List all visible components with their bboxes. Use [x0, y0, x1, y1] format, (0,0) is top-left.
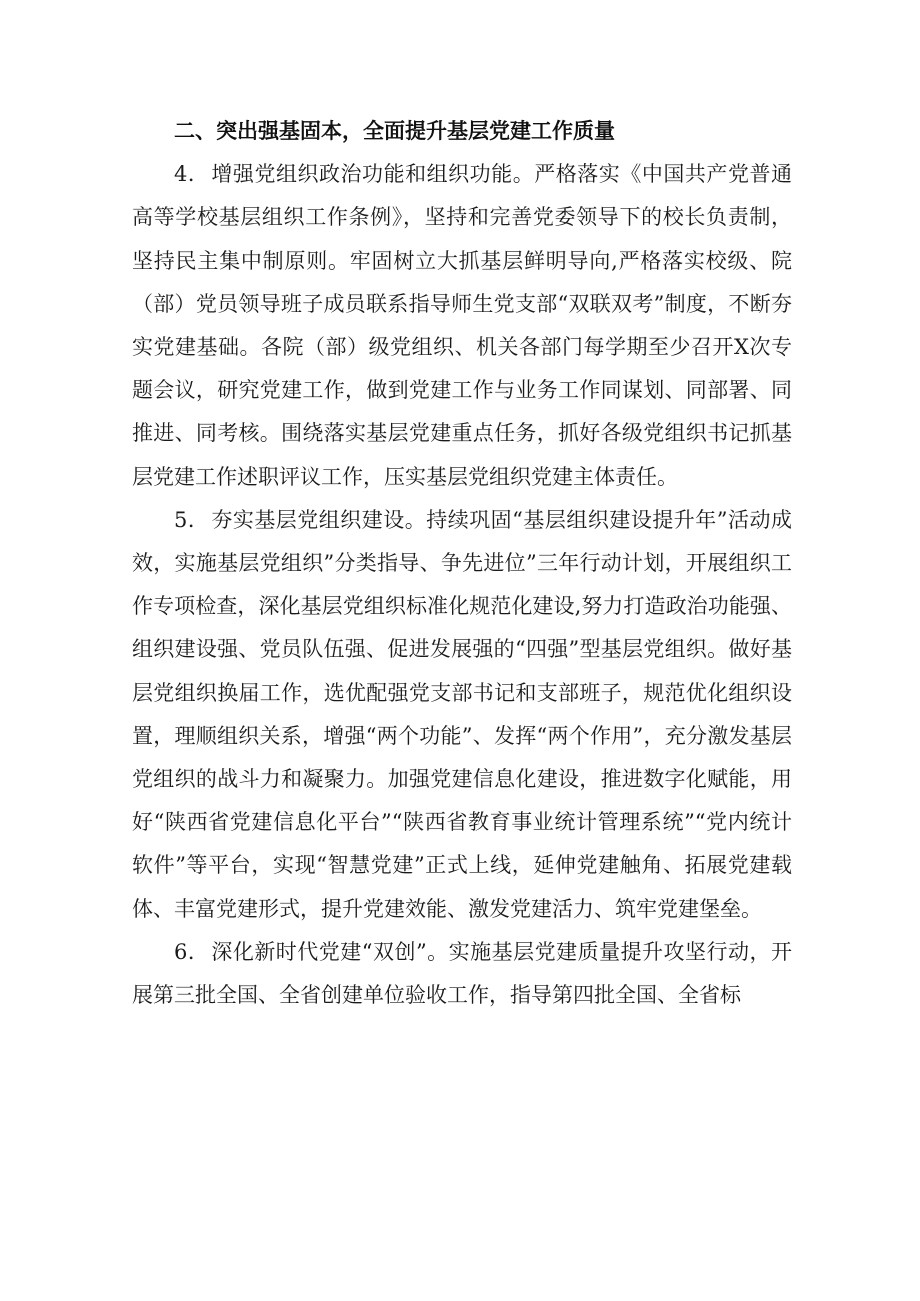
paragraph-item-4 [132, 153, 792, 499]
paragraph-number: 5． [174, 507, 210, 532]
section-heading: 二、突出强基固本，全面提升基层党建工作质量 [174, 119, 615, 143]
paragraph-item-5 [132, 499, 792, 931]
paragraph-text: 夯实基层党组织建设。持续巩固“基层组织建设提升年”活动成效，实施基层党组织”分类指导、争先进位”三年行动计划，开展组织工作专项检查，深化基层党组织标准化规范化建设,努力打造政治功能强、组织建设强、党员队伍强、促进发展强的“四强”型基层党组织。做好基层党组织换届工作，选优配强党支部书记和支部班子，规范优化组织设置，理顺组织关系，增强“两个功能”、发挥“两个作用”，充分激发基层党组织的战斗力和凝聚力。加强党建信息化建设，推进数字化赋能，用好“陕西省党建信息化平台”“陕西省教育事业统计管理系统”“党内统计软件”等平台，实现“智慧党建”正式上线，延伸党建触角、拓展党建载体、丰富党建形式，提升党建效能、激发党建活力、筑牢党建堡垒。 [132, 507, 792, 921]
document-body [132, 110, 792, 1017]
paragraph-text: 深化新时代党建“双创”。实施基层党建质量提升攻坚行动，开展第三批全国、全省创建单位验收工作，指导第四批全国、全省标 [132, 939, 792, 1008]
paragraph-item-6 [132, 931, 792, 1017]
paragraph-number: 4． [174, 162, 210, 187]
paragraph-number: 6． [174, 939, 210, 964]
paragraph-text: 增强党组织政治功能和组织功能。严格落实《中国共产党普通高等学校基层组织工作条例》，坚持和完善党委领导下的校长负责制，坚持民主集中制原则。牢固树立大抓基层鲜明导向,严格落实校级、院（部）党员领导班子成员联系指导师生党支部“双联双考”制度，不断夯实党建基础。各院（部）级党组织、机关各部门每学期至少召开X次专题会议，研究党建工作，做到党建工作与业务工作同谋划、同部署、同推进、同考核。围绕落实基层党建重点任务，抓好各级党组织书记抓基层党建工作述职评议工作，压实基层党组织党建主体责任。 [132, 162, 792, 489]
